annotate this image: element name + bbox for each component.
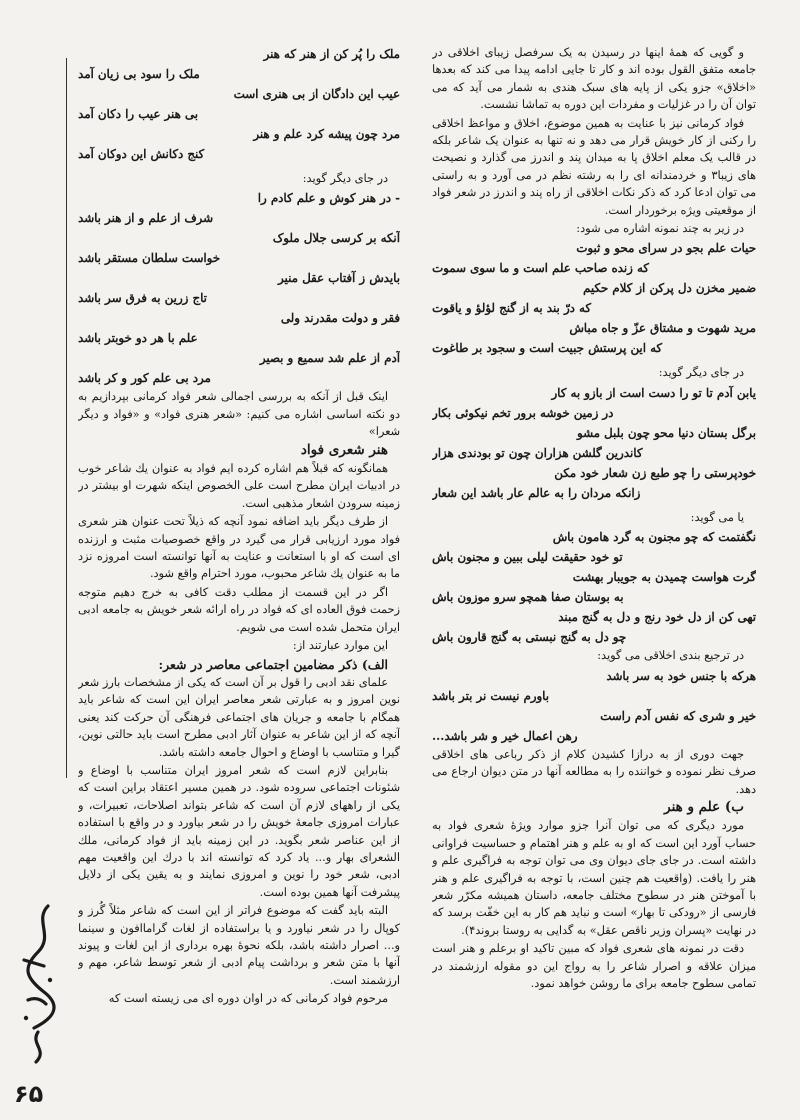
verse-hemistich-first: خیر و شری که نفس آدم راست <box>600 708 756 723</box>
verse-hemistich-first: - در هنر کوش و علم کادم را <box>257 191 400 206</box>
verse-hemistich-first: تهی کن از دل خود رنج و دل به گنج مبند <box>558 610 756 625</box>
paragraph: علمای نقد ادبی را قول بر آن است که یکی از مشخصات بارز شعر نوین امروز و به عبارتی شعر معاصر ایران این است که شاعر باید همگام با جامعه و جریان های اجتماعی فرهنگی آن حرکت کند یعنی آنچه که از این شاعر به عنوان آثار ادبی مطرح است باید حالتی نوین، گیرا و متناسب با اوضاع و احوال جامعه داشته باشد. <box>78 675 400 759</box>
verse-intro: در جای دیگر گوید: <box>658 366 744 380</box>
paragraph: اینک قبل از آنکه به بررسی اجمالی شعر فواد کرمانی بپردازیم به دو نکته اساسی اشاره می کنیم: «شعر هنری فواد» و «فواد و دیگر شعرا» <box>78 390 400 439</box>
verse-hemistich-first: خودپرستی را چو طبع زن شعار خود مکن <box>554 465 756 480</box>
subsection-heading: الف) ذکر مضامین اجتماعی معاصر در شعر: <box>158 656 388 672</box>
verse-hemistich-second: ملک را سود بی زیان آمد <box>78 67 200 81</box>
verse-hemistich-second: رهن اعمال خیر و شر باشد... <box>432 728 578 743</box>
kerman-logo <box>14 900 62 1070</box>
verse-hemistich-second: علم با هر دو خوبتر باشد <box>78 331 198 346</box>
verse-hemistich-second: که زنده صاحب علم است و ما سوی سموت <box>432 261 649 276</box>
paragraph: و گویی که همهٔ اینها در رسیدن به یک سرفصل زیبای اخلاقی در جامعه متفق القول بوده اند و کار تا جایی ادامه پیدا می کند که بعدها «اخلاق» جزو یکی از پایه های سبک هندی به شمار می آید که می توان آن را در غزلیات و مفردات این دوره به تماشا نشست. <box>432 46 756 112</box>
verse-hemistich-second: مرد بی علم کور و کر باشد <box>78 371 211 386</box>
paragraph: همانگونه که قبلاً هم اشاره کرده ایم فواد به عنوان یك شاعر خوب در ادبیات ایران مطرح است علی الخصوص اینکه شهرت او بیشتر در زمینه سرودن اشعار مذهبی است. <box>78 462 400 510</box>
verse-hemistich-first: مرید شهوت و مشتاق عزّ و جاه مباش <box>569 321 756 336</box>
paragraph: مرحوم فواد کرمانی که در اوان دوره ای می زیسته است که <box>108 992 388 1006</box>
verse-hemistich-first: ملک را پُر کن از هنر که هنر <box>263 47 400 61</box>
verse-hemistich-first: آنکه بر کرسی جلال ملوک <box>272 231 400 246</box>
verse-hemistich-second: که این پرستش جبیت است و سجود بر طاغوت <box>432 341 663 356</box>
verse-intro: در ترجیع بندی اخلاقی می گوید: <box>597 649 744 663</box>
verse-hemistich-first: ضمیر مخزن دل پرکن از کلام حکیم <box>582 281 756 296</box>
verse-hemistich-second: باورم نیست نر بتر باشد <box>432 688 550 703</box>
paragraph: اگر در این قسمت از مطلب دقت کافی به خرج دهیم متوجه زحمت فوق العاده ای که فواد در راه ارائه شعر خویش به جامعه ادبی ایران متحمل شده است می شویم. <box>78 585 400 634</box>
section-heading: ب) علم و هنر <box>664 798 744 815</box>
paragraph: البته باید گفت که موضوع فراتر از این است که شاعر مثلاً گُرز و کوپال را در شعر نیاورد و یا براستفاده از لغات گراماافون و سینما و... اصرار داشته باشد، بلکه نحوهٔ بهره برداری از این لغات و پیوند آنها با متن شعر و برداشت پیام ادبی از شعر توسط شاعر، مهم و ارزشمند است. <box>78 904 400 987</box>
column-rule <box>66 58 67 778</box>
verse-hemistich-first: عیب این دادگان از بی هنری است <box>233 87 400 101</box>
left-text-column <box>78 44 400 1044</box>
verse-intro: یا می گوید: <box>690 510 744 524</box>
verse-hemistich-second: بی هنر عیب را دکان آمد <box>78 107 199 121</box>
verse-hemistich-first: آدم از علم شد سمیع و بصیر <box>259 351 400 366</box>
paragraph: فواد کرمانی نیز با عنایت به همین موضوع، اخلاق و مواعظ اخلاقی را رکنی از کار خویش قرار می دهد و نه تنها به عنوان یک شاعر بلکه در قالب یک معلم اخلاق پا به میدان پند و اندرز می گذارد و نصیحت های زیبا۳ و خردمندانه ای را به رشته نظم در می آورد و به راستی می توان ادعا کرد که ذکر نکات اخلاقی از راه پند و اندرز در شعر فواد از موقعیتی ویژه برخوردار است. <box>432 116 756 217</box>
verse-hemistich-second: که درّ بند به از گنج لؤلؤ و یاقوت <box>432 301 591 316</box>
verse-intro: این موارد عبارتند از: <box>292 639 388 653</box>
paragraph: دقت در نمونه های شعری فواد که مبین تاکید او برعلم و هنر است میزان علاقه و اصرار شاعر را به رواج این دو مقوله ارزشمند در تمامی سطوح جامعه برای ما روشن خواهد نمود. <box>432 942 756 990</box>
paragraph: از طرف دیگر باید اضافه نمود آنچه که ذیلاً تحت عنوان هنر شعری فواد مورد ارزیابی قرار می گیرد در واقع خصوصیات مثبت و ارزنده ای است که او با استعانت و عنایت به آنها توانسته است امروزه نزد ما به عنوان یك شاعر محبوب، مورد احترام واقع شود. <box>78 515 400 581</box>
verse-hemistich-first: مرد چون پیشه کرد علم و هنر <box>253 127 400 141</box>
verse-hemistich-first: نگفتمت که چو مجنون به گرد هامون باش <box>552 530 756 545</box>
verse-hemistich-first: فقر و دولت مقدرند ولی <box>280 311 400 326</box>
verse-hemistich-second: تاج زرین به فرق سر باشد <box>78 291 207 306</box>
verse-hemistich-second: کنج دکانش این دوکان آمد <box>78 147 205 161</box>
verse-intro: در جای دیگر گوید: <box>302 172 388 185</box>
verse-hemistich-second: تو خود حقیقت لیلی ببین و مجنون باش <box>432 550 623 565</box>
verse-hemistich-second: شرف از علم و از هنر باشد <box>78 211 213 226</box>
verse-intro: در زیر به چند نمونه اشاره می شود: <box>576 222 744 236</box>
paragraph: بنابراین لازم است که شعر امروز ایران متناسب با اوضاع و شئونات اجتماعی سروده شود. در همین مسیر اعتقاد براین است که یکی از راههای لازم آن است که شاعر بتواند اصلاحات، تعبیرات، و عبارات امروزی جامعهٔ خویش را در شعر بیاورد و در واقع با استفاده از این عناصر شعر بگوید. در این زمینه باید از فواد کرمانی، ملك الشعرای بهار و... یاد کرد که توانسته اند با درك این واقعیت مهم ادبی، شعر خود را نوین و امروزی نمایند و به یقین یکی از دلایل پیشرفت آنها همین بوده است. <box>78 763 400 899</box>
verse-hemistich-first: یابن آدم تا تو را دست است از بازو به کار <box>551 385 756 400</box>
section-heading: هنر شعری فواد <box>300 441 388 458</box>
verse-hemistich-second: خواست سلطان مستقر باشد <box>78 251 221 266</box>
paragraph: مورد دیگری که می توان آنرا جزو موارد ویژهٔ شعری فواد به حساب آورد این است که او به علم و هنر اهتمام و حساسیت فراوانی داشته است. در جای جای دیوان وی می توان توجه به فراگیری علم و هنر را یافت. (واقعیت هم چنین است، با توجه به فراگیری علم و هنر با آموختن هنر در سطوح مختلف جامعه، داستان همیشه مکرّر شعر فارسی از «رودکی تا بهار» است و نباید هم کار به این خفّت برسد که در نهایت «پسران وزیر ناقص عقل» به گدایی به روستا بروند۴). <box>432 819 756 937</box>
verse-hemistich-first: هرکه با جنس خود به سر باشد <box>606 668 756 683</box>
verse-hemistich-second: زانکه مردان را به عالم عار باشد این شعار <box>432 485 641 500</box>
verse-hemistich-first: حیات علم بجو در سرای محو و ثبوت <box>576 241 756 256</box>
verse-hemistich-first: گرت هواست چمیدن به جویبار بهشت <box>572 570 756 585</box>
verse-hemistich-first: بایدش ز آفتاب عقل منیر <box>278 271 400 286</box>
verse-hemistich-first: برگل بستان دنیا محو چون بلبل مشو <box>577 425 756 440</box>
page-number: ۶۵ <box>14 1080 44 1108</box>
right-text-column <box>432 44 756 993</box>
verse-hemistich-second: چو دل به گنج نبستی به گنج قارون باش <box>432 630 627 645</box>
paragraph: جهت دوری از به درازا کشیدن کلام از ذکر رباعی های اخلاقی صرف نظر نموده و خواننده را به مطالعه آنها در متن دیوان ارجاع می دهد. <box>432 747 756 796</box>
verse-hemistich-second: در زمین خوشه برور تخم نیکوئی بکار <box>432 405 614 420</box>
verse-hemistich-second: به بوستان صفا همچو سرو موزون باش <box>432 590 624 605</box>
verse-hemistich-second: کاندرین گلشن هزاران چون تو بودندی هزار <box>432 445 643 460</box>
